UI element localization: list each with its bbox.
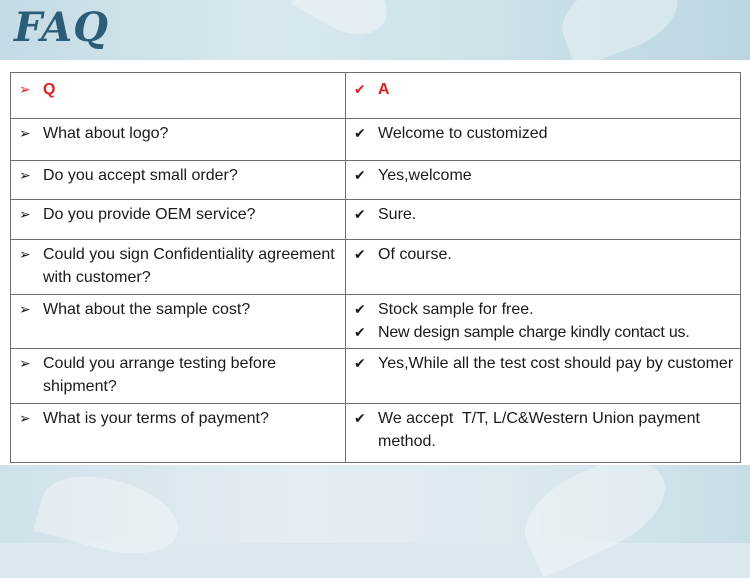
question-cell (11, 200, 346, 240)
question-text: What about logo? (43, 125, 169, 142)
answer-text: We accept T/T, L/C&Western Union payment method. (378, 410, 705, 450)
question-text: What is your terms of payment? (43, 410, 269, 427)
answer-text: Yes,welcome (378, 167, 472, 184)
answer-cell (346, 349, 741, 404)
arrowhead-icon: ➢ (19, 81, 31, 97)
answer-cell (346, 161, 741, 200)
checkmark-icon: ✔ (354, 355, 366, 371)
checkmark-icon: ✔ (354, 167, 366, 183)
table-row (11, 349, 741, 404)
table-row (11, 404, 741, 463)
checkmark-icon: ✔ (354, 81, 366, 97)
checkmark-icon: ✔ (354, 125, 366, 141)
answer-text: New design sample charge kindly contact us. (378, 324, 690, 341)
table-header-row (11, 73, 741, 119)
answer-text: Of course. (378, 246, 452, 263)
question-text: Could you arrange testing before shipment? (43, 355, 277, 395)
arrowhead-icon: ➢ (19, 125, 31, 141)
table-row (11, 240, 741, 295)
answer-cell (346, 240, 741, 295)
answer-text: Stock sample for free. (378, 301, 534, 318)
faq-table (10, 72, 741, 463)
checkmark-icon: ✔ (354, 410, 366, 426)
checkmark-icon: ✔ (354, 246, 366, 262)
answer-cell (346, 295, 741, 349)
question-cell (11, 161, 346, 200)
question-cell (11, 240, 346, 295)
answer-header-label: A (378, 81, 390, 98)
arrowhead-icon: ➢ (19, 167, 31, 183)
arrowhead-icon: ➢ (19, 246, 31, 262)
table-row (11, 295, 741, 349)
answer-cell (346, 404, 741, 463)
arrowhead-icon: ➢ (19, 410, 31, 426)
answer-text: Sure. (378, 206, 417, 223)
checkmark-icon: ✔ (354, 301, 366, 317)
arrowhead-icon: ➢ (19, 355, 31, 371)
checkmark-icon: ✔ (354, 206, 366, 222)
question-cell (11, 295, 346, 349)
arrowhead-icon: ➢ (19, 301, 31, 317)
question-header-cell (11, 73, 346, 119)
page-title: FAQ (14, 4, 109, 51)
answer-cell (346, 200, 741, 240)
answer-text: Welcome to customized (378, 125, 548, 142)
question-text: Do you provide OEM service? (43, 206, 256, 223)
question-text: Could you sign Confidentiality agreement with customer? (43, 246, 335, 286)
question-header-label: Q (43, 81, 56, 98)
answer-header-cell (346, 73, 741, 119)
table-row (11, 161, 741, 200)
answer-text: Yes,While all the test cost should pay by customer (378, 355, 734, 372)
answer-cell (346, 119, 741, 161)
table-row (11, 119, 741, 161)
question-cell (11, 349, 346, 404)
question-text: What about the sample cost? (43, 301, 251, 318)
checkmark-icon: ✔ (354, 324, 366, 340)
arrowhead-icon: ➢ (19, 206, 31, 222)
question-cell (11, 119, 346, 161)
table-row (11, 200, 741, 240)
question-text: Do you accept small order? (43, 167, 238, 184)
question-cell (11, 404, 346, 463)
